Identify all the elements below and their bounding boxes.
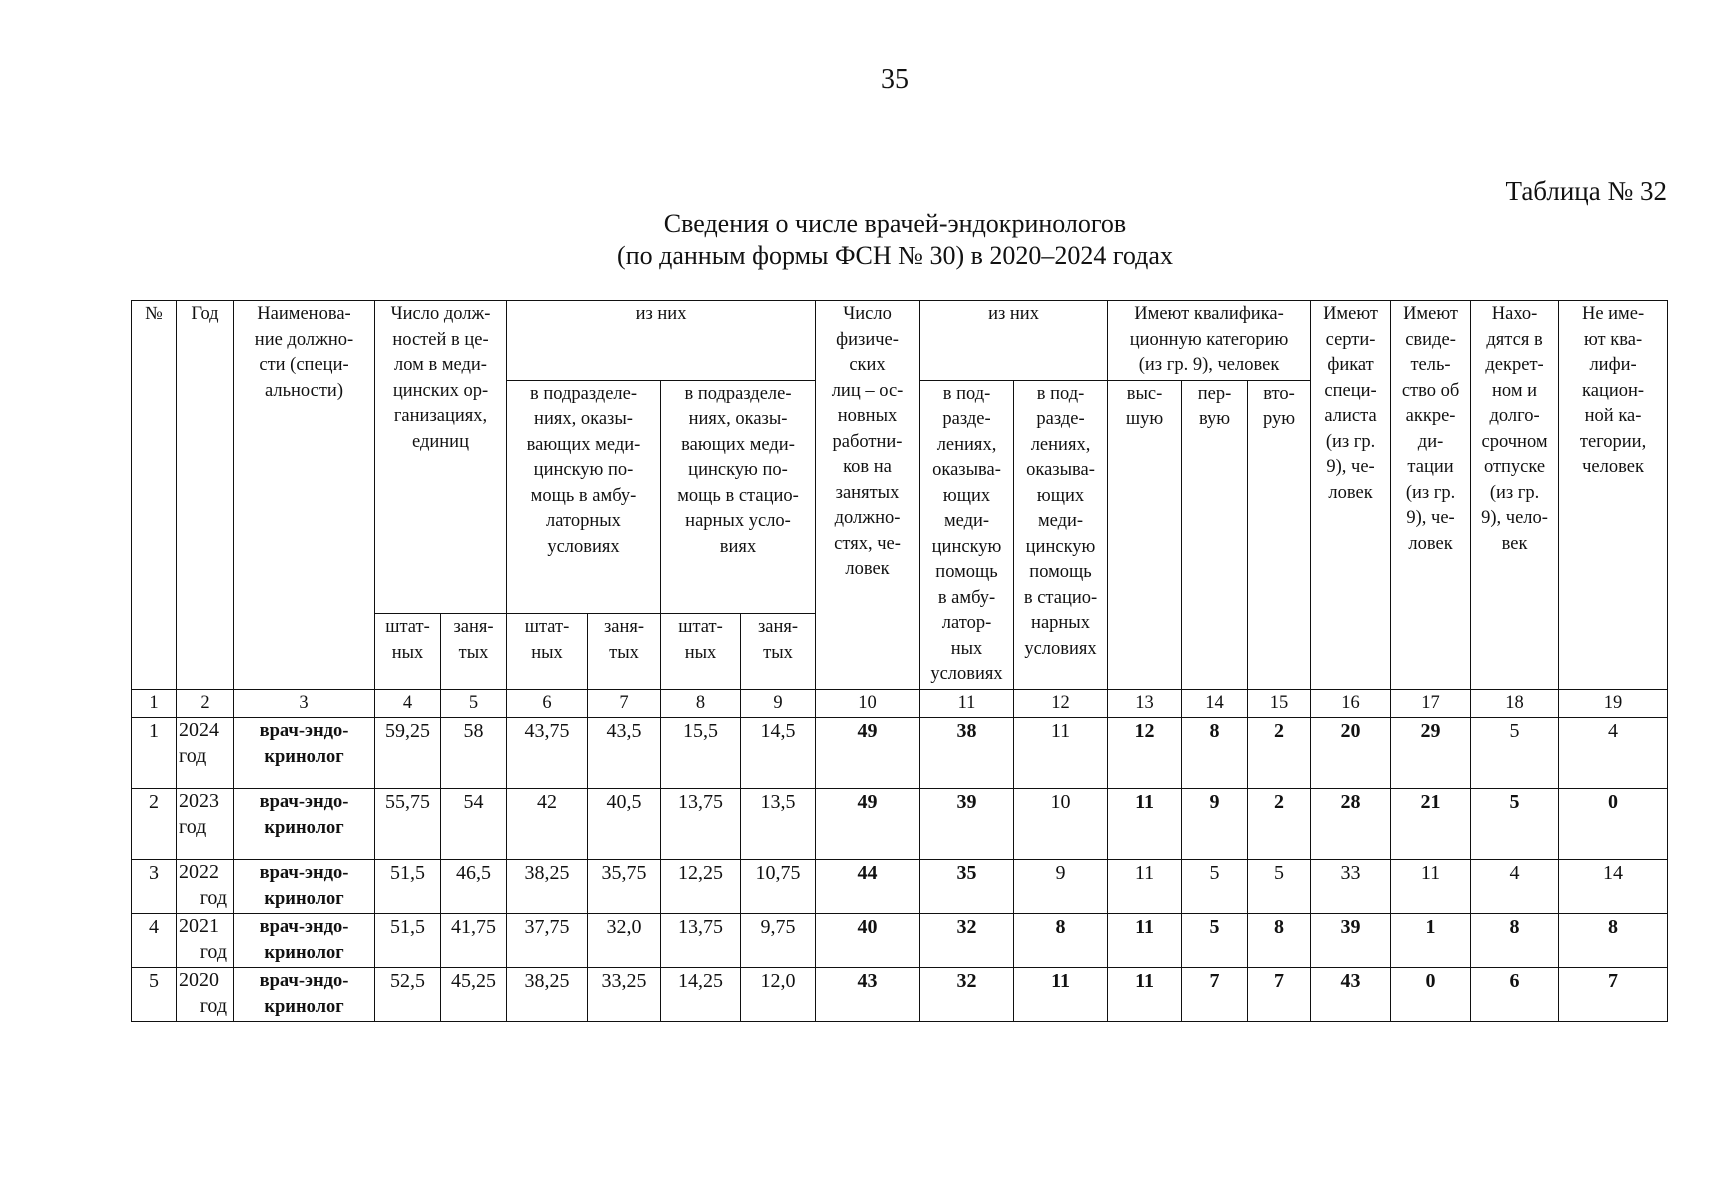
- cell-c5: 54: [441, 789, 507, 860]
- header-first: пер- вую: [1182, 380, 1248, 689]
- cell-c8: 15,5: [661, 718, 741, 789]
- table-row: [132, 860, 1668, 914]
- cell-c19: 4: [1559, 718, 1668, 789]
- header-leave: Нахо- дятся в декрет- ном и долго- срочном отпуске (из гр. 9), чело- век: [1471, 301, 1559, 690]
- cell-c8: 13,75: [661, 789, 741, 860]
- cell-c12: 11: [1014, 718, 1108, 789]
- column-number: 3: [234, 689, 375, 718]
- cell-c11: 35: [920, 860, 1014, 914]
- cell-c9: 9,75: [741, 914, 816, 968]
- cell-c12: 9: [1014, 860, 1108, 914]
- cell-c15: 5: [1248, 860, 1311, 914]
- header-amb-staff: штат- ных: [507, 614, 588, 689]
- cell-c9: 10,75: [741, 860, 816, 914]
- year-word: год: [199, 994, 227, 1017]
- column-number: 2: [177, 689, 234, 718]
- header-num: №: [132, 301, 177, 690]
- header-of-them-posts: из них: [507, 301, 816, 381]
- header-stat-staff: штат- ных: [661, 614, 741, 689]
- row-year: [177, 718, 234, 789]
- row-year: [177, 860, 234, 914]
- page-number: 35: [881, 64, 909, 95]
- cell-c16: 28: [1311, 789, 1391, 860]
- cell-c15: 8: [1248, 914, 1311, 968]
- cell-c5: 45,25: [441, 968, 507, 1022]
- year-value: 2022: [179, 861, 219, 883]
- cell-c6: 42: [507, 789, 588, 860]
- cell-c19: 14: [1559, 860, 1668, 914]
- cell-c16: 20: [1311, 718, 1391, 789]
- cell-c14: 5: [1182, 860, 1248, 914]
- cell-c15: 2: [1248, 789, 1311, 860]
- cell-c18: 8: [1471, 914, 1559, 968]
- cell-c13: 11: [1108, 968, 1182, 1022]
- cell-c6: 38,25: [507, 968, 588, 1022]
- column-number: 15: [1248, 689, 1311, 718]
- cell-c17: 1: [1391, 914, 1471, 968]
- cell-c18: 6: [1471, 968, 1559, 1022]
- cell-c13: 11: [1108, 789, 1182, 860]
- table-row: [132, 789, 1668, 860]
- cell-c17: 29: [1391, 718, 1471, 789]
- table-title: [0, 208, 1719, 272]
- row-year: [177, 968, 234, 1022]
- year-value: 2021: [179, 915, 219, 937]
- header-amb-occupied: заня- тых: [588, 614, 661, 689]
- column-number-row: [132, 689, 1668, 718]
- cell-c4: 52,5: [375, 968, 441, 1022]
- cell-c12: 11: [1014, 968, 1108, 1022]
- cell-c14: 8: [1182, 718, 1248, 789]
- cell-c17: 21: [1391, 789, 1471, 860]
- column-number: 11: [920, 689, 1014, 718]
- cell-c7: 40,5: [588, 789, 661, 860]
- title-line-2: (по данным формы ФСН № 30) в 2020–2024 годах: [617, 241, 1173, 270]
- header-stat-persons: в под- разде- лениях, оказыва- ющих меди- цинскую помощь в стацио- нарных условиях: [1014, 380, 1108, 689]
- cell-c13: 11: [1108, 914, 1182, 968]
- row-number: 3: [132, 860, 177, 914]
- header-total-occupied: заня- тых: [441, 614, 507, 689]
- cell-c5: 58: [441, 718, 507, 789]
- header-year: Год: [177, 301, 234, 690]
- table-row: [132, 914, 1668, 968]
- header-posts-total: Число долж- ностей в це- лом в меди- цинских ор- ганизациях, единиц: [375, 301, 507, 614]
- header-highest: выс- шую: [1108, 380, 1182, 689]
- row-post: врач-эндо- кринолог: [234, 968, 375, 1022]
- column-number: 17: [1391, 689, 1471, 718]
- cell-c10: 49: [816, 718, 920, 789]
- cell-c6: 43,75: [507, 718, 588, 789]
- column-number: 12: [1014, 689, 1108, 718]
- cell-c11: 38: [920, 718, 1014, 789]
- column-number: 14: [1182, 689, 1248, 718]
- cell-c10: 40: [816, 914, 920, 968]
- column-number: 5: [441, 689, 507, 718]
- year-word: год: [179, 744, 207, 767]
- cell-c7: 32,0: [588, 914, 661, 968]
- year-word: год: [179, 815, 207, 838]
- cell-c6: 37,75: [507, 914, 588, 968]
- cell-c6: 38,25: [507, 860, 588, 914]
- cell-c10: 43: [816, 968, 920, 1022]
- year-value: 2024: [179, 719, 219, 741]
- cell-c10: 44: [816, 860, 920, 914]
- cell-c11: 32: [920, 914, 1014, 968]
- header-stat-occupied: заня- тых: [741, 614, 816, 689]
- cell-c15: 2: [1248, 718, 1311, 789]
- cell-c4: 59,25: [375, 718, 441, 789]
- column-number: 18: [1471, 689, 1559, 718]
- endocrinologists-table: [131, 300, 1668, 1022]
- row-number: 4: [132, 914, 177, 968]
- cell-c5: 41,75: [441, 914, 507, 968]
- row-number: 2: [132, 789, 177, 860]
- column-number: 1: [132, 689, 177, 718]
- row-number: 1: [132, 718, 177, 789]
- header-no-category: Не име- ют ква- лифи- кацион- ной ка- тегории, человек: [1559, 301, 1668, 690]
- cell-c8: 12,25: [661, 860, 741, 914]
- table-label: Таблица № 32: [1505, 176, 1667, 206]
- header-row-1: [132, 301, 1668, 381]
- row-post: врач-эндо- кринолог: [234, 860, 375, 914]
- column-number: 6: [507, 689, 588, 718]
- header-second: вто- рую: [1248, 380, 1311, 689]
- table-row: [132, 718, 1668, 789]
- cell-c7: 33,25: [588, 968, 661, 1022]
- header-stat-posts: в подразделе- ниях, оказы- вающих меди- цинскую по- мощь в стацио- нарных усло- виях: [661, 380, 816, 614]
- year-word: год: [199, 940, 227, 963]
- year-value: 2023: [179, 790, 219, 812]
- cell-c9: 13,5: [741, 789, 816, 860]
- row-number: 5: [132, 968, 177, 1022]
- table-row: [132, 968, 1668, 1022]
- header-total-staff: штат- ных: [375, 614, 441, 689]
- row-year: [177, 789, 234, 860]
- header-amb-persons: в под- разде- лениях, оказыва- ющих меди- цинскую помощь в амбу- латор- ных условиях: [920, 380, 1014, 689]
- cell-c12: 8: [1014, 914, 1108, 968]
- column-number: 8: [661, 689, 741, 718]
- header-amb-posts: в подразделе- ниях, оказы- вающих меди- цинскую по- мощь в амбу- латорных условиях: [507, 380, 661, 614]
- cell-c8: 13,75: [661, 914, 741, 968]
- cell-c9: 14,5: [741, 718, 816, 789]
- cell-c18: 4: [1471, 860, 1559, 914]
- cell-c14: 9: [1182, 789, 1248, 860]
- column-number: 9: [741, 689, 816, 718]
- cell-c4: 51,5: [375, 860, 441, 914]
- column-number: 7: [588, 689, 661, 718]
- header-accreditation: Имеют свиде- тель- ство об аккре- ди- тации (из гр. 9), че- ловек: [1391, 301, 1471, 690]
- cell-c8: 14,25: [661, 968, 741, 1022]
- cell-c16: 43: [1311, 968, 1391, 1022]
- cell-c11: 32: [920, 968, 1014, 1022]
- header-post: Наименова- ние должно- сти (специ- альности): [234, 301, 375, 690]
- column-number: 4: [375, 689, 441, 718]
- cell-c19: 7: [1559, 968, 1668, 1022]
- cell-c13: 11: [1108, 860, 1182, 914]
- cell-c17: 0: [1391, 968, 1471, 1022]
- cell-c11: 39: [920, 789, 1014, 860]
- cell-c5: 46,5: [441, 860, 507, 914]
- header-of-them-persons: из них: [920, 301, 1108, 381]
- cell-c16: 39: [1311, 914, 1391, 968]
- cell-c16: 33: [1311, 860, 1391, 914]
- cell-c12: 10: [1014, 789, 1108, 860]
- cell-c18: 5: [1471, 718, 1559, 789]
- cell-c4: 55,75: [375, 789, 441, 860]
- row-post: врач-эндо- кринолог: [234, 789, 375, 860]
- column-number: 16: [1311, 689, 1391, 718]
- row-post: врач-эндо- кринолог: [234, 718, 375, 789]
- header-persons: Число физиче- ских лиц – ос- новных работни- ков на занятых должно- стях, че- ловек: [816, 301, 920, 690]
- column-number: 13: [1108, 689, 1182, 718]
- header-certificate: Имеют серти- фикат специ- алиста (из гр. 9), че- ловек: [1311, 301, 1391, 690]
- row-post: врач-эндо- кринолог: [234, 914, 375, 968]
- cell-c19: 8: [1559, 914, 1668, 968]
- year-value: 2020: [179, 969, 219, 991]
- cell-c7: 35,75: [588, 860, 661, 914]
- title-line-1: Сведения о числе врачей-эндокринологов: [663, 209, 1127, 238]
- cell-c19: 0: [1559, 789, 1668, 860]
- cell-c15: 7: [1248, 968, 1311, 1022]
- cell-c7: 43,5: [588, 718, 661, 789]
- cell-c17: 11: [1391, 860, 1471, 914]
- column-number: 10: [816, 689, 920, 718]
- cell-c14: 5: [1182, 914, 1248, 968]
- cell-c10: 49: [816, 789, 920, 860]
- cell-c14: 7: [1182, 968, 1248, 1022]
- row-year: [177, 914, 234, 968]
- header-qualification: Имеют квалифика- ционную категорию (из гр. 9), человек: [1108, 301, 1311, 381]
- column-number: 19: [1559, 689, 1668, 718]
- cell-c4: 51,5: [375, 914, 441, 968]
- cell-c13: 12: [1108, 718, 1182, 789]
- year-word: год: [199, 886, 227, 909]
- cell-c18: 5: [1471, 789, 1559, 860]
- cell-c9: 12,0: [741, 968, 816, 1022]
